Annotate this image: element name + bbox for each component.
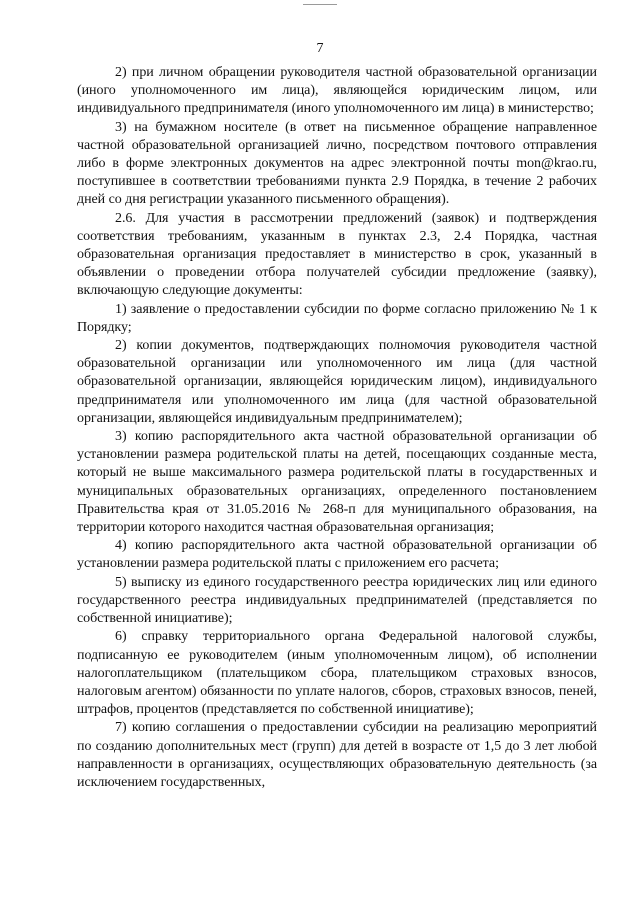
- document-body: [77, 64, 597, 792]
- paragraph-doc-1-application: 1) заявление о предоставлении субсидии по форме согласно приложению № 1 к Порядку;: [77, 301, 597, 335]
- paragraph-doc-3-fee-act: 3) копию распорядительного акта частной образовательной организации об установлении размера родительской платы на детей, посещающих созданные места, который не выше максимального размера родительской платы в государственных и муниципальных образовательных организациях, определенного постановлением Правительства края от 31.05.2016 № 268-п для муниципального образования, на территории которого находится частная образовательная организация;: [77, 429, 597, 536]
- paragraph-doc-5-registry-extract: 5) выписку из единого государственного реестра юридических лиц или единого государственного реестра индивидуальных предпринимателей (представляется по собственной инициативе);: [77, 574, 597, 627]
- paragraph-doc-4-fee-calculation: 4) копию распорядительного акта частной образовательной организации об установлении размера родительской платы с приложением его расчета;: [77, 538, 597, 572]
- paragraph-section-2-6: 2.6. Для участия в рассмотрении предложений (заявок) и подтверждения соответствия требованиям, указанным в пунктах 2.3, 2.4 Порядка, частная образовательная организация предоставляет в министерство в срок, указанный в объявлении о проведении отбора получателей субсидии предложение (заявку), включающую следующие документы:: [77, 210, 597, 299]
- page-number: 7: [316, 41, 324, 56]
- paragraph-doc-6-tax-certificate: 6) справку территориального органа Федеральной налоговой службы, подписанную ее руководителем (иным уполномоченным лицом), об исполнении налогоплательщиком (плательщиком сбора, плательщиком страховых взносов, налоговым агентом) обязанности по уплате налогов, сборов, страховых взносов, пеней, штрафов, процентов (представляется по собственной инициативе);: [77, 629, 597, 718]
- paragraph-item-3-paper: 3) на бумажном носителе (в ответ на письменное обращение направленное частной образовательной организацией лично, посредством почтового отправления либо в форме электронных документов на адрес электронной почты mon@krao.ru, поступившее в соответствии требованиями пункта 2.9 Порядка, в течение 2 рабочих дней со дня регистрации указанного письменного обращения).: [77, 119, 597, 208]
- paragraph-doc-7-agreement-copy: 7) копию соглашения о предоставлении субсидии на реализацию мероприятий по созданию дополнительных мест (групп) для детей в возрасте от 1,5 до 3 лет любой направленности в организациях, осуществляющих образовательную деятельность (за исключением государственных,: [77, 720, 597, 790]
- paragraph-doc-2-authority-copies: 2) копии документов, подтверждающих полномочия руководителя частной образовательной организации или уполномоченного им лица (для частной образовательной организации, являющейся юридическим лицом), индивидуального предпринимателя или уполномоченного им лица (для частной образовательной организации, являющейся индивидуальным предпринимателем);: [77, 338, 597, 426]
- top-edge-line: [303, 4, 337, 5]
- paragraph-item-2-in-person: 2) при личном обращении руководителя частной образовательной организации (иного уполномоченного им лица), являющейся юридическим лицом, или индивидуального предпринимателя (иного уполномоченного им лица) в министерство;: [77, 65, 597, 117]
